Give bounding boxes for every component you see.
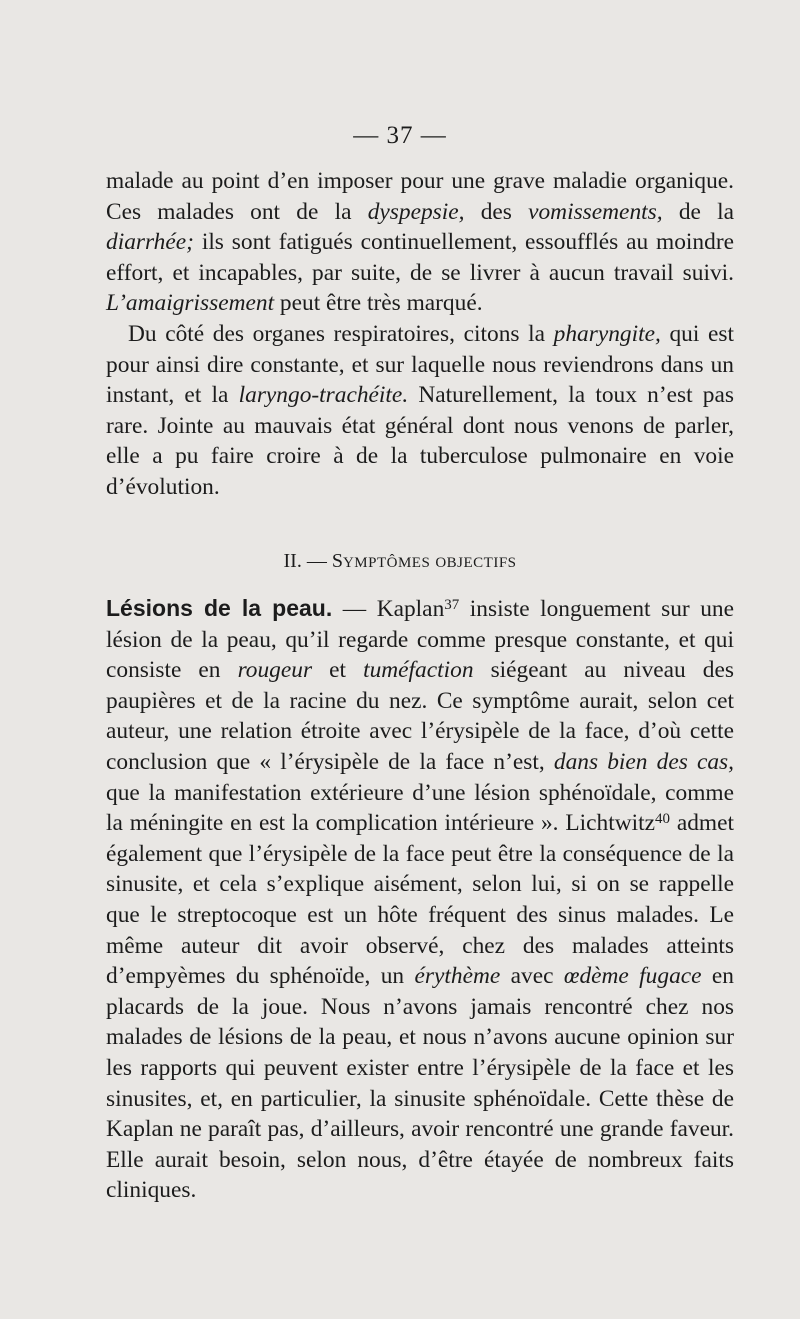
run-in-heading: Lésions de la peau.: [106, 595, 333, 621]
body-text-bottom: [106, 593, 734, 1206]
text-run: Du côté des organes respiratoires, citons la: [128, 320, 554, 347]
text-run: — Kaplan: [332, 596, 445, 622]
paragraph-symptoms-general: [106, 166, 734, 319]
reference-number: 40: [655, 811, 671, 828]
italic-term: vomissements,: [528, 198, 663, 225]
italic-term: dans bien des cas,: [553, 748, 734, 775]
text-run: des: [464, 198, 529, 225]
text-run: avec: [500, 963, 564, 990]
italic-term: tuméfaction: [363, 657, 474, 684]
text-run: et: [312, 657, 364, 684]
italic-term: œdème fugace: [563, 963, 702, 990]
page-number: — 37 —: [353, 122, 447, 149]
italic-term: diarrhée;: [106, 229, 194, 256]
section-numeral: II. — S: [283, 550, 343, 572]
reference-number: 37: [444, 597, 460, 613]
text-run: en placards de la joue. Nous n’avons jamais rencontré chez nos malades de lésions de la peau, et nous n’avons aucune opinion sur les rapports qui peuvent exister entre l’érysipèle de la face et les sinusites, et, en particulier, la sinusite sphénoïdale. Cette thèse de Kaplan ne paraît pas, d’ailleurs, avoir rencontré une grande faveur. Elle aurait besoin, selon nous, d’être étayée de nombreux faits cliniques.: [106, 963, 734, 1204]
italic-term: pharyngite,: [553, 320, 661, 347]
italic-term: laryngo-trachéite.: [238, 382, 409, 409]
paragraph-skin-lesions: [106, 593, 734, 1206]
paragraph-respiratory: [106, 319, 734, 503]
text-run: admet également que l’érysipèle de la face peut être la conséquence de la sinusite, et cela s’explique aisément, selon lui, si on se rappelle que le streptocoque est un hôte fréquent des sinus malades. Le même auteur dit avoir observé, chez des malades atteints d’empyèmes du sphénoïde, un: [106, 810, 735, 990]
section-heading: [0, 550, 800, 573]
section-title-smallcaps: OBJECTIFS: [435, 555, 517, 571]
section-title-smallcaps: YMPTÔMES: [342, 555, 431, 571]
text-run: que la manifestation extérieure d’une lésion sphénoïdale, comme la méningite en est la complication intérieure ». Lichtwitz: [106, 779, 734, 837]
text-run: malade au point d’en imposer pour une grave maladie organique. Ces malades ont de la: [106, 168, 734, 225]
text-run: qui est pour ainsi dire constante, et sur laquelle nous reviendrons dans un instant, et la: [106, 320, 734, 409]
italic-term: érythème: [414, 963, 501, 990]
text-run: peut être très marqué.: [274, 290, 483, 317]
body-text-top: [106, 166, 734, 503]
text-run: insiste longuement sur une lésion de la peau, qu’il regarde comme presque constante, et qui consiste en: [106, 596, 734, 684]
italic-term: rougeur: [237, 657, 313, 684]
text-run: de la: [662, 198, 734, 225]
text-run: Naturellement, la toux n’est pas rare. Jointe au mauvais état général dont nous venons de parler, elle a pu faire croire à de la tuberculose pulmonaire en voie d’évolution.: [106, 382, 734, 500]
italic-term: dyspepsie,: [367, 198, 465, 225]
text-run: siégeant au niveau des paupières et de la racine du nez. Ce symptôme aurait, selon cet auteur, une relation étroite avec l’érysipèle de la face, d’où cette conclusion que « l’érysipèle de la face n’est,: [106, 657, 734, 775]
italic-term: L’amaigrissement: [106, 290, 275, 317]
text-run: ils sont fatigués continuellement, essoufflés au moindre effort, et incapables, par suite, de se livrer à aucun travail suivi.: [106, 229, 734, 286]
